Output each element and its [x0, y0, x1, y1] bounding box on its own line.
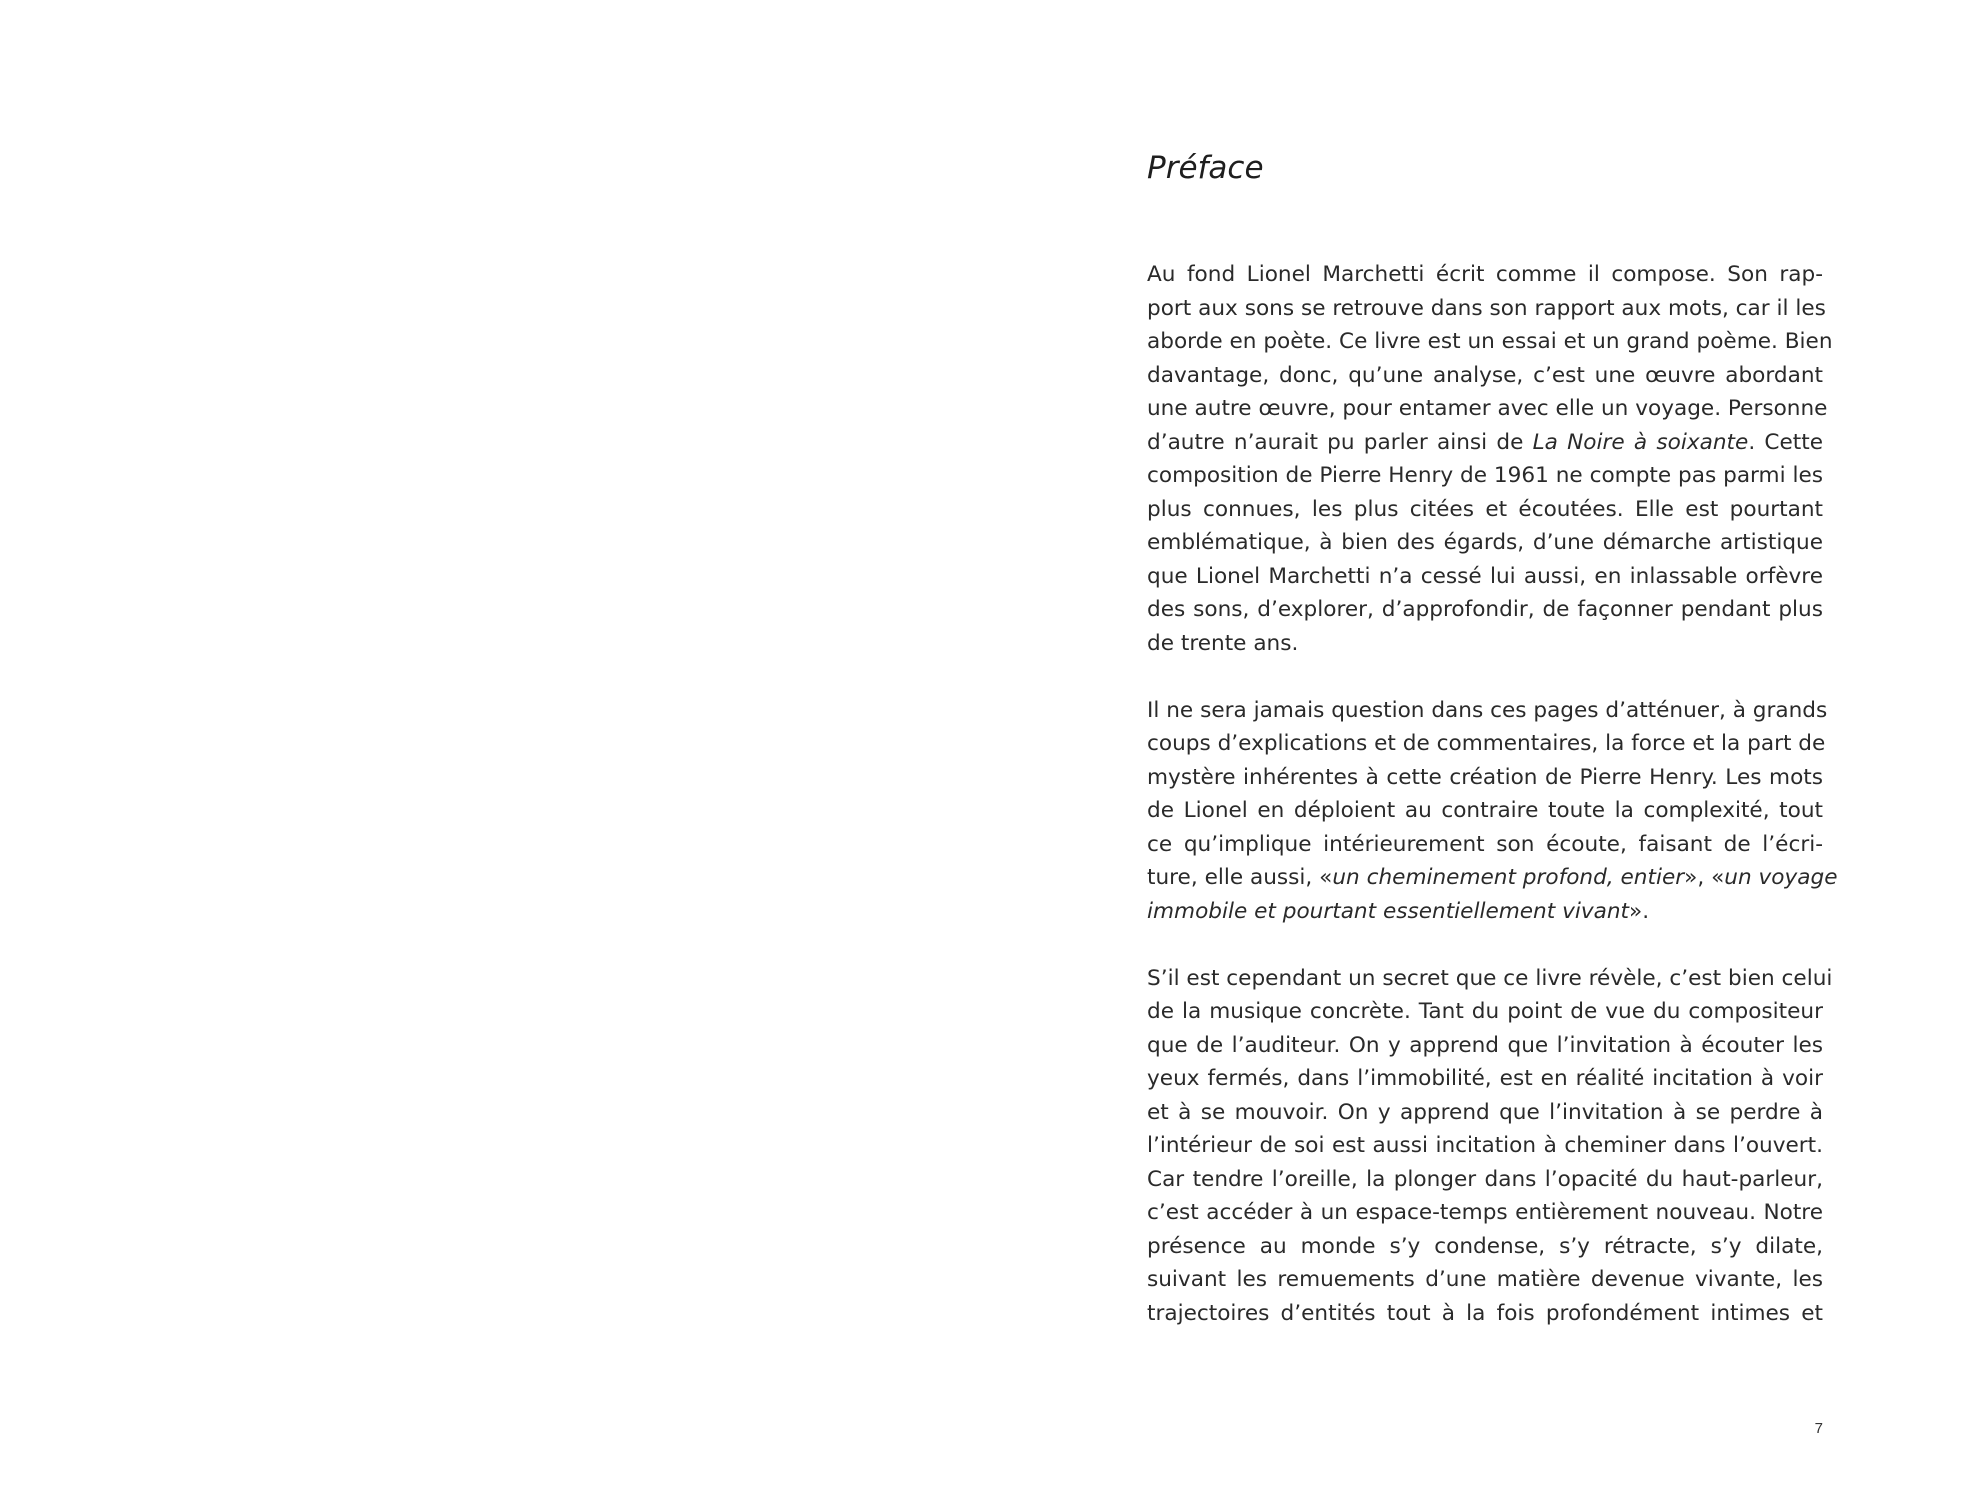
text-run: ture, elle aussi, « [1147, 865, 1333, 890]
text-line [1147, 895, 1823, 929]
italic-title: La Noire à soixante [1532, 429, 1749, 455]
text-line: plus connues, les plus citées et écoutées. Elle est pourtant [1147, 496, 1823, 522]
text-line: présence au monde s’y condense, s’y rétracte, s’y dilate, [1147, 1233, 1823, 1259]
text-line: Au fond Lionel Marchetti écrit comme il compose. Son rap- [1147, 262, 1823, 287]
page-number: 7 [1814, 1420, 1823, 1437]
text-line: que de l’auditeur. On y apprend que l’invitation à écouter les [1147, 1032, 1823, 1058]
italic-quote: un voyage [1724, 865, 1838, 890]
body-text [1147, 258, 1838, 1330]
text-line: des sons, d’explorer, d’approfondir, de façonner pendant plus [1147, 597, 1823, 622]
text-line: davantage, donc, qu’une analyse, c’est une œuvre abordant [1147, 362, 1823, 388]
text-line: ce qu’implique intérieurement son écoute, faisant de l’écri- [1147, 831, 1823, 857]
text-line: suivant les remuements d’une matière devenue vivante, les [1147, 1267, 1823, 1292]
paragraph-1 [1147, 258, 1833, 660]
text-line: coups d’explications et de commentaires, la force et la part de [1147, 731, 1826, 756]
paragraph-3 [1147, 962, 1833, 1331]
text-line: emblématique, à bien des égards, d’une démarche artistique [1147, 530, 1823, 555]
italic-quote: un cheminement profond, entier [1332, 865, 1685, 890]
text-line: une autre œuvre, pour entamer avec elle un voyage. Personne [1147, 396, 1828, 421]
page-title: Préface [1147, 150, 1264, 186]
paragraph-gap [1147, 928, 1823, 962]
paragraph-2 [1147, 694, 1838, 929]
text-line: Il ne sera jamais question dans ces pages d’atténuer, à grands [1147, 697, 1828, 723]
text-line: yeux fermés, dans l’immobilité, est en réalité incitation à voir [1147, 1066, 1823, 1091]
paragraph-gap [1147, 660, 1823, 694]
text-line: et à se mouvoir. On y apprend que l’invitation à se perdre à [1147, 1099, 1823, 1125]
right-page [984, 0, 1968, 1496]
text-run: », « [1684, 865, 1725, 890]
text-line: de la musique concrète. Tant du point de vue du compositeur [1147, 999, 1823, 1024]
text-line: mystère inhérentes à cette création de Pierre Henry. Les mots [1147, 764, 1823, 790]
text-line: l’intérieur de soi est aussi incitation à cheminer dans l’ouvert. [1147, 1133, 1823, 1158]
italic-quote: immobile et pourtant essentiellement vivant [1147, 898, 1630, 924]
text-line: S’il est cependant un secret que ce livre révèle, c’est bien celui [1147, 965, 1833, 991]
text-line: Car tendre l’oreille, la plonger dans l’opacité du haut-parleur, [1147, 1166, 1823, 1192]
text-line [1147, 861, 1838, 895]
text-run: d’autre n’aurait pu parler ainsi de [1147, 429, 1533, 455]
text-line [1147, 426, 1823, 460]
text-run: . Cette [1748, 429, 1823, 455]
text-line: port aux sons se retrouve dans son rapport aux mots, car il les [1147, 295, 1826, 321]
text-line: de trente ans. [1147, 630, 1299, 656]
text-run: ». [1629, 898, 1650, 924]
text-line: que Lionel Marchetti n’a cessé lui aussi, en inlassable orfèvre [1147, 563, 1823, 589]
text-line: trajectoires d’entités tout à la fois profondément intimes et [1147, 1300, 1823, 1326]
text-line: de Lionel en déploient au contraire toute la complexité, tout [1147, 798, 1823, 823]
text-line: composition de Pierre Henry de 1961 ne compte pas parmi les [1147, 463, 1823, 488]
text-line: c’est accéder à un espace-temps entièrement nouveau. Notre [1147, 1200, 1823, 1225]
text-line: aborde en poète. Ce livre est un essai et un grand poème. Bien [1147, 329, 1833, 354]
